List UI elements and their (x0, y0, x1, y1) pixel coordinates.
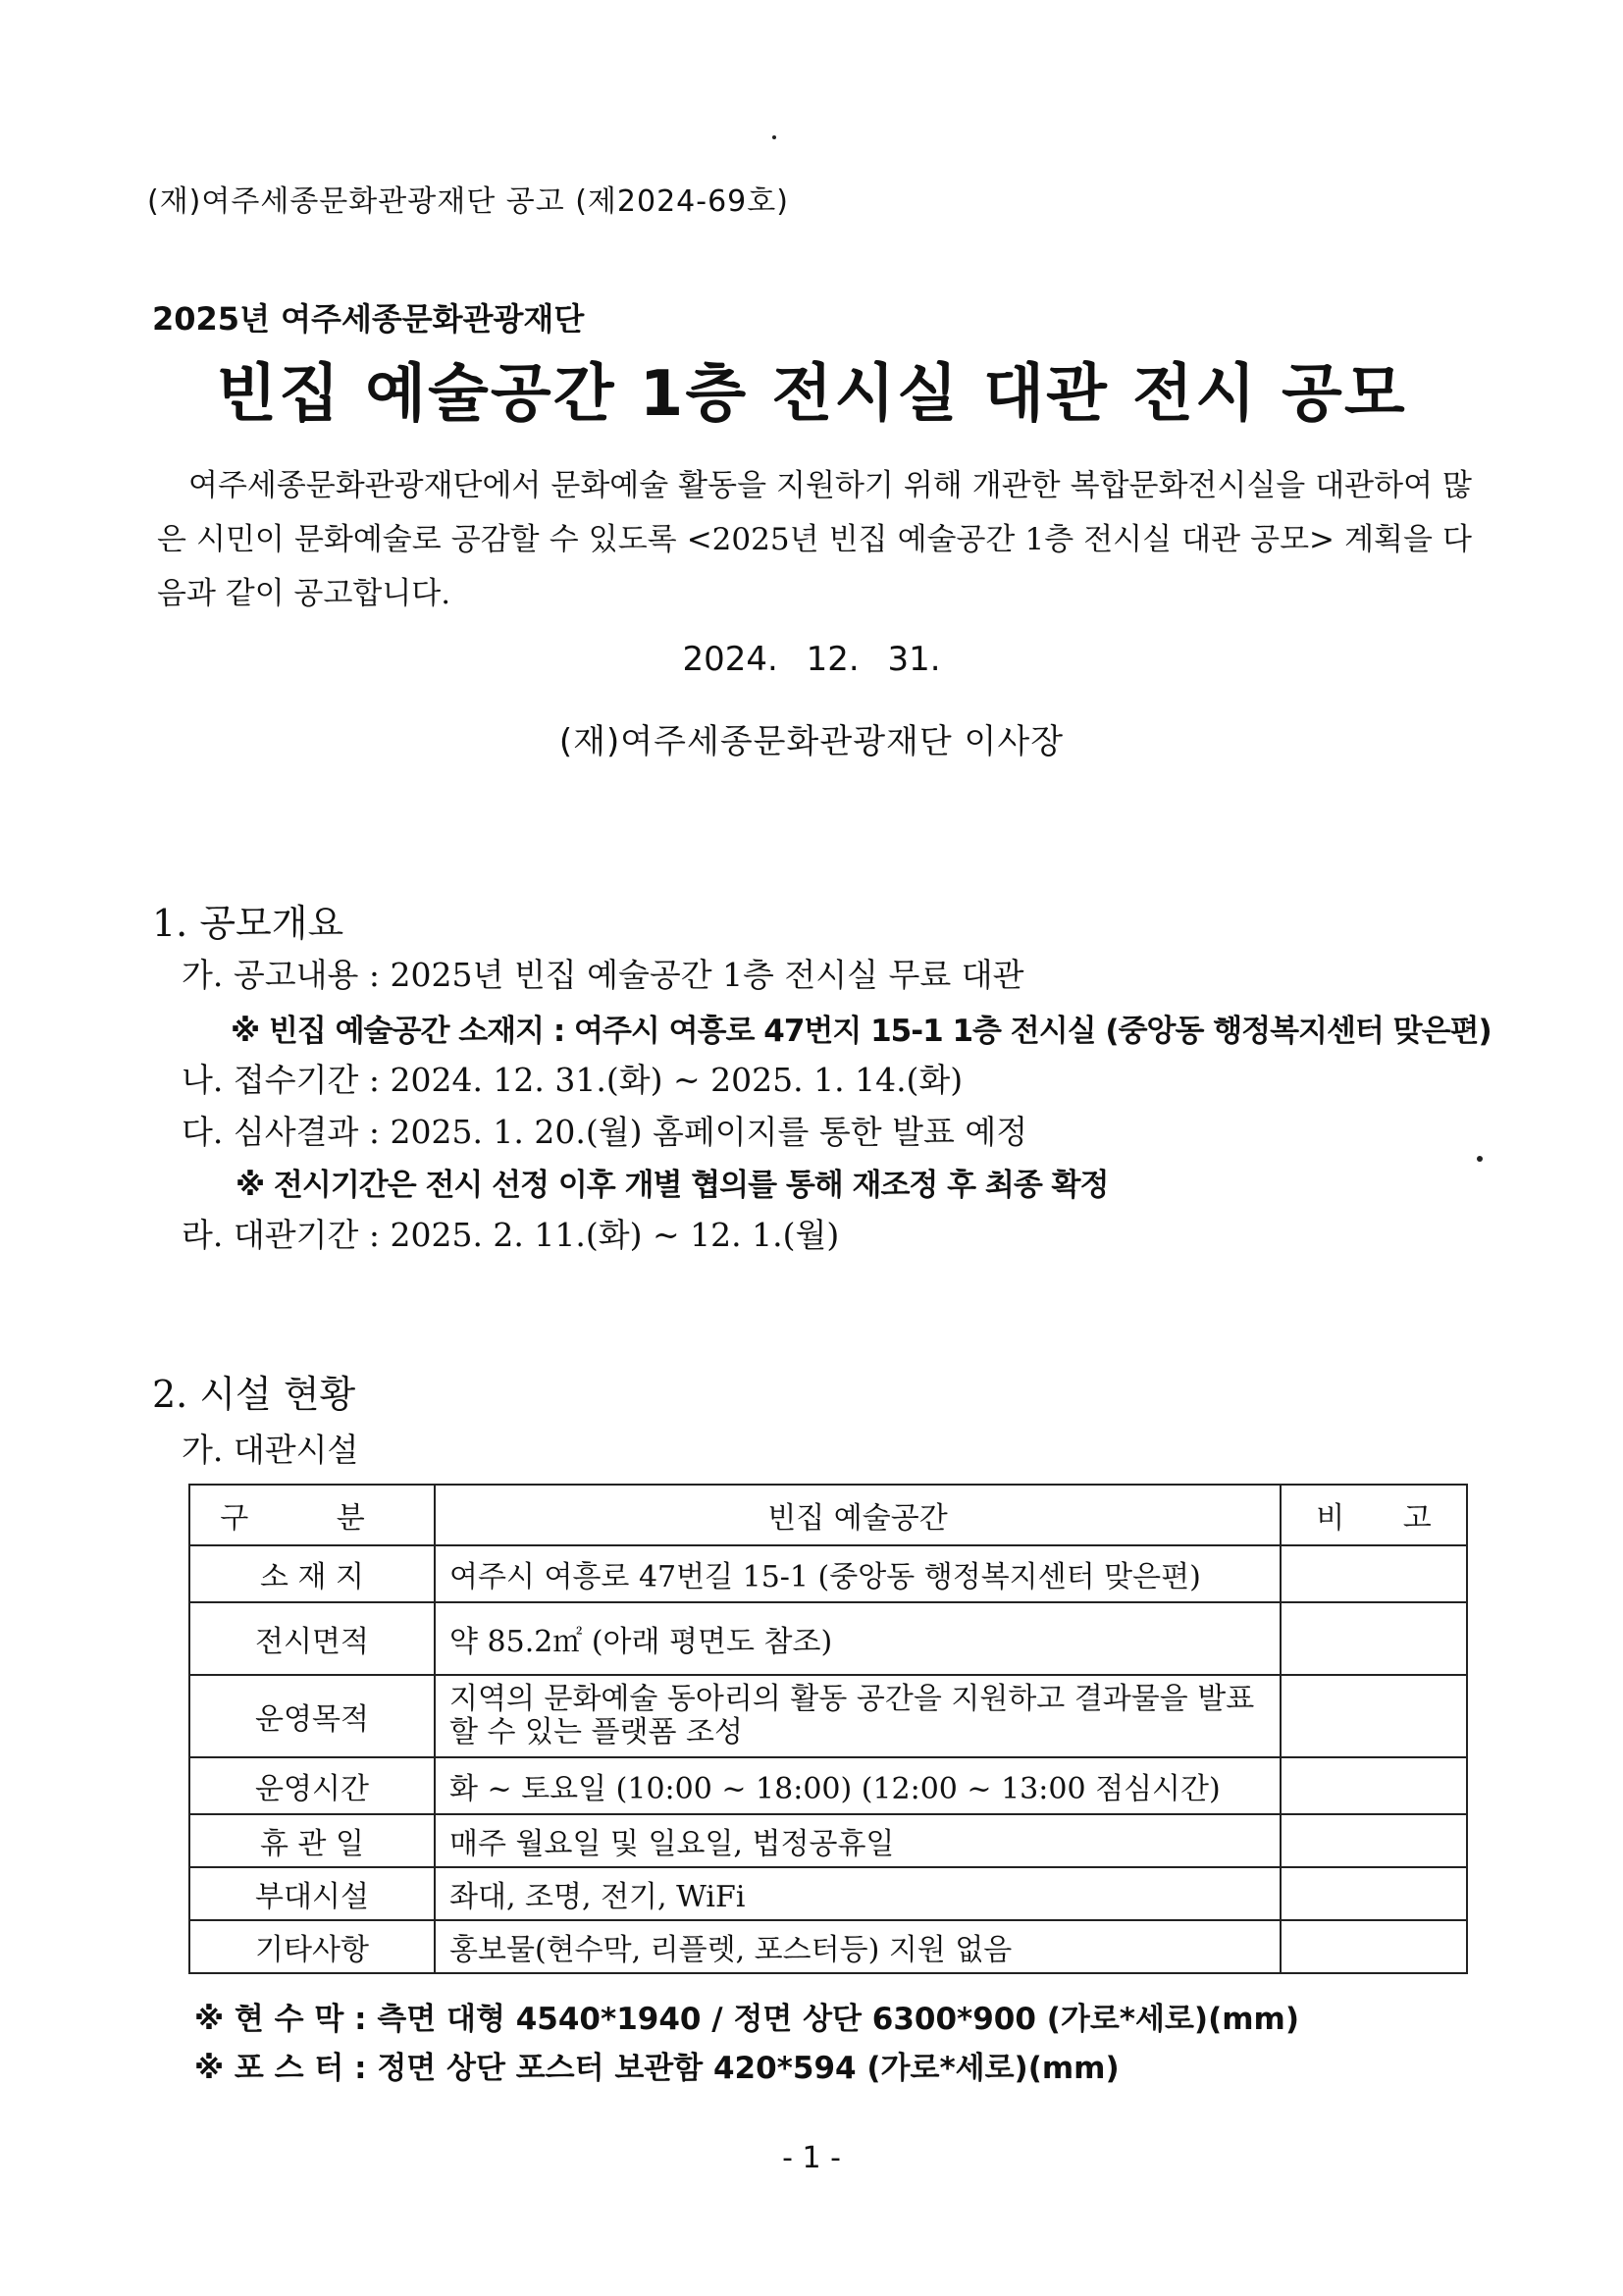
issuer-name: (재)여주세종문화관광재단 이사장 (558, 722, 1065, 761)
row-note-area (1281, 1602, 1467, 1675)
table-row (189, 1814, 1467, 1867)
section1-note-location: ※ 빈집 예술공간 소재지 : 여주시 여흥로 47번지 15-1 1층 전시실 (중앙동 행정복지센터 맞은편) (231, 1014, 1492, 1049)
table-row (189, 1867, 1467, 1920)
page-number: - 1 - (782, 2141, 841, 2175)
row-label-other: 기타사항 (189, 1920, 435, 1973)
table-row (189, 1545, 1467, 1602)
row-label-facilities: 부대시설 (189, 1867, 435, 1920)
row-value-closed: 매주 월요일 및 일요일, 법정공휴일 (435, 1814, 1281, 1867)
table-row (189, 1757, 1467, 1814)
row-label-area: 전시면적 (189, 1602, 435, 1675)
row-note-hours (1281, 1757, 1467, 1814)
row-note-location (1281, 1545, 1467, 1602)
table-row (189, 1675, 1467, 1757)
row-value-location: 여주시 여흥로 47번길 15-1 (중앙동 행정복지센터 맞은편) (435, 1545, 1281, 1602)
notice-number: (재)여주세종문화관광재단 공고 (제2024-69호) (147, 184, 789, 219)
notice-date: 2024. 12. 31. (682, 640, 941, 679)
intro-paragraph: 여주세종문화관광재단에서 문화예술 활동을 지원하기 위해 개관한 복합문화전시실을 대관하여 많은 시민이 문화예술로 공감할 수 있도록 <2025년 빈집 예술공간 1층 전시실 대관 공모> 계획을 다음과 같이 공고합니다. (157, 468, 1472, 611)
table-header-category: 구 분 (189, 1485, 435, 1545)
section2-heading: 2. 시설 현황 (152, 1373, 356, 1416)
row-label-hours: 운영시간 (189, 1757, 435, 1814)
row-label-purpose: 운영목적 (189, 1675, 435, 1757)
section1-note-period: ※ 전시기간은 전시 선정 이후 개별 협의를 통해 재조정 후 최종 확정 (236, 1168, 1109, 1203)
section1-item-result: 다. 심사결과 : 2025. 1. 20.(월) 홈페이지를 통한 발표 예정 (182, 1113, 1028, 1151)
section1-item-announcement: 가. 공고내용 : 2025년 빈집 예술공간 1층 전시실 무료 대관 (182, 956, 1024, 994)
table-header-remarks: 비 고 (1281, 1485, 1467, 1545)
row-note-facilities (1281, 1867, 1467, 1920)
table-header-space: 빈집 예술공간 (435, 1485, 1281, 1545)
scan-speck (1477, 1156, 1483, 1162)
document-subtitle: 2025년 여주세종문화관광재단 (152, 300, 585, 338)
row-value-hours: 화 ~ 토요일 (10:00 ~ 18:00) (12:00 ~ 13:00 점심시간) (435, 1757, 1281, 1814)
table-row (189, 1602, 1467, 1675)
section1-item-reception: 나. 접수기간 : 2024. 12. 31.(화) ~ 2025. 1. 14.(화) (182, 1061, 964, 1099)
facility-table (188, 1484, 1468, 1974)
row-note-closed (1281, 1814, 1467, 1867)
footnote-banner: ※ 현 수 막 : 측면 대형 4540*1940 / 정면 상단 6300*900 (가로*세로)(mm) (194, 2002, 1300, 2037)
row-value-purpose: 지역의 문화예술 동아리의 활동 공간을 지원하고 결과물을 발표할 수 있는 플랫폼 조성 (435, 1675, 1281, 1757)
table-header-row (189, 1485, 1467, 1545)
section1-item-rental-period: 라. 대관기간 : 2025. 2. 11.(화) ~ 12. 1.(월) (182, 1216, 840, 1254)
row-note-purpose (1281, 1675, 1467, 1757)
row-value-area: 약 85.2㎡ (아래 평면도 참조) (435, 1602, 1281, 1675)
section1-heading: 1. 공모개요 (152, 902, 344, 945)
footnote-poster: ※ 포 스 터 : 정면 상단 포스터 보관함 420*594 (가로*세로)(mm) (194, 2051, 1120, 2086)
row-label-closed: 휴 관 일 (189, 1814, 435, 1867)
row-value-other: 홍보물(현수막, 리플렛, 포스터등) 지원 없음 (435, 1920, 1281, 1973)
document-title: 빈집 예술공간 1층 전시실 대관 전시 공모 (216, 358, 1407, 431)
row-note-other (1281, 1920, 1467, 1973)
row-value-facilities: 좌대, 조명, 전기, WiFi (435, 1867, 1281, 1920)
section2-subheading: 가. 대관시설 (182, 1431, 359, 1469)
scan-speck (772, 135, 776, 139)
table-row (189, 1920, 1467, 1973)
row-label-location: 소 재 지 (189, 1545, 435, 1602)
